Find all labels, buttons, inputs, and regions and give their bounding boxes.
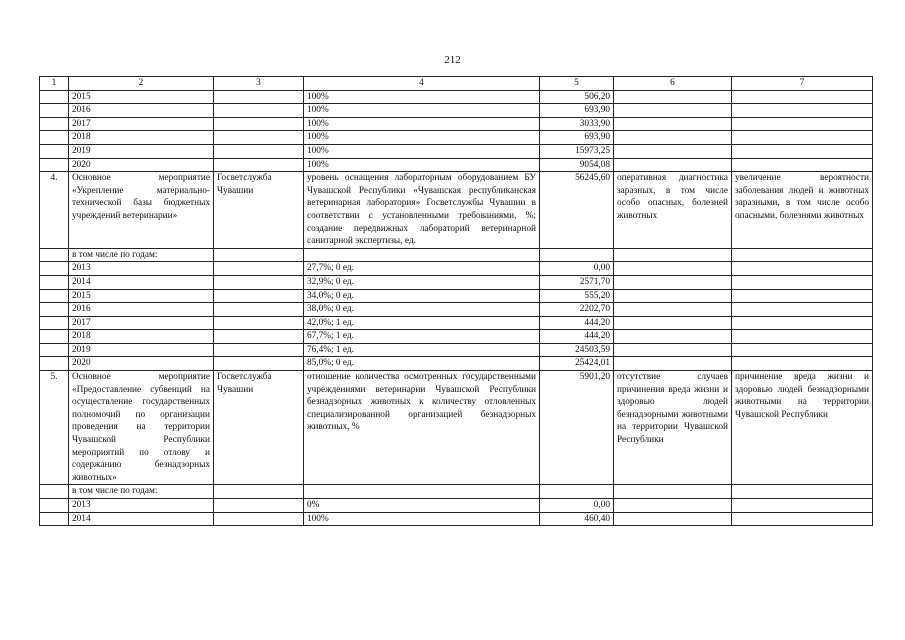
executor-cell <box>214 289 304 303</box>
indicator-cell: 100% <box>304 512 540 526</box>
expected-result-cell <box>614 131 732 145</box>
executor-cell <box>214 275 304 289</box>
indicator-cell: 100% <box>304 131 540 145</box>
page-number: 212 <box>444 54 461 66</box>
measure-cell: 2019 <box>69 343 214 357</box>
indicator-cell: 100% <box>304 104 540 118</box>
executor-cell <box>214 158 304 172</box>
consequence-cell <box>732 158 873 172</box>
table-row <box>40 144 873 158</box>
consequence-cell <box>732 117 873 131</box>
expected-result-cell <box>614 248 732 262</box>
table-row <box>40 512 873 526</box>
funding-cell: 506,20 <box>540 90 614 104</box>
consequence-cell <box>732 262 873 276</box>
measure-cell: 2018 <box>69 330 214 344</box>
table-row <box>40 158 873 172</box>
row-number-cell <box>40 289 69 303</box>
executor-cell <box>214 104 304 118</box>
column-number: 6 <box>614 77 732 91</box>
funding-cell: 0,00 <box>540 499 614 513</box>
expected-result-cell <box>614 104 732 118</box>
indicator-cell: 100% <box>304 144 540 158</box>
table-row <box>40 499 873 513</box>
consequence-cell <box>732 275 873 289</box>
consequence-cell <box>732 499 873 513</box>
funding-cell: 444,20 <box>540 316 614 330</box>
measure-cell: 2018 <box>69 131 214 145</box>
expected-result-cell: оперативная диагностика заразных, в том числе особо опасных, болезней животных <box>614 172 732 249</box>
indicator-cell: 100% <box>304 158 540 172</box>
program-table <box>39 76 873 526</box>
expected-result-cell <box>614 512 732 526</box>
expected-result-cell <box>614 275 732 289</box>
consequence-cell <box>732 90 873 104</box>
row-number-cell <box>40 248 69 262</box>
consequence-cell <box>732 144 873 158</box>
expected-result-cell <box>614 158 732 172</box>
executor-cell <box>214 117 304 131</box>
consequence-cell <box>732 316 873 330</box>
table-row <box>40 303 873 317</box>
measure-cell: 2016 <box>69 104 214 118</box>
executor-cell <box>214 330 304 344</box>
funding-cell: 444,20 <box>540 330 614 344</box>
indicator-cell: 34,0%; 0 ед. <box>304 289 540 303</box>
funding-cell: 555,20 <box>540 289 614 303</box>
expected-result-cell <box>614 357 732 371</box>
row-number-cell <box>40 357 69 371</box>
executor-cell <box>214 512 304 526</box>
consequence-cell <box>732 104 873 118</box>
column-number-row <box>40 77 873 91</box>
row-number-cell <box>40 144 69 158</box>
funding-cell: 0,00 <box>540 262 614 276</box>
indicator-cell: 100% <box>304 117 540 131</box>
funding-cell <box>540 485 614 499</box>
table-row <box>40 330 873 344</box>
measure-cell: в том числе по годам: <box>69 248 214 262</box>
table-row <box>40 275 873 289</box>
executor-cell <box>214 357 304 371</box>
expected-result-cell <box>614 485 732 499</box>
funding-cell: 25424,01 <box>540 357 614 371</box>
indicator-cell: 38,0%; 0 ед. <box>304 303 540 317</box>
column-number: 5 <box>540 77 614 91</box>
expected-result-cell <box>614 330 732 344</box>
consequence-cell <box>732 330 873 344</box>
table-row <box>40 485 873 499</box>
consequence-cell <box>732 485 873 499</box>
funding-cell: 56245,60 <box>540 172 614 249</box>
table-row <box>40 289 873 303</box>
row-number-cell <box>40 499 69 513</box>
consequence-cell: увеличение вероятности заболевания людей и животных заразными, в том числе особо опасными, болезнями животных <box>732 172 873 249</box>
row-number-cell <box>40 316 69 330</box>
executor-cell <box>214 248 304 262</box>
measure-cell: в том числе по годам: <box>69 485 214 499</box>
indicator-cell: уровень оснащения лабораторным оборудованием БУ Чувашской Республики «Чувашская республиканская ветеринарная лаборатория» Госветслужбы Чувашии в соответствии с установленными требованиями, %; создание передвижных лабораторий ветеринарной санитарной экспертизы, ед. <box>304 172 540 249</box>
executor-cell <box>214 90 304 104</box>
expected-result-cell <box>614 343 732 357</box>
measure-cell: 2013 <box>69 262 214 276</box>
measure-cell: 2016 <box>69 303 214 317</box>
row-number-cell <box>40 330 69 344</box>
consequence-cell <box>732 303 873 317</box>
row-number-cell: 5. <box>40 371 69 485</box>
executor-cell: Госветслужба Чувашии <box>214 371 304 485</box>
measure-cell: 2015 <box>69 90 214 104</box>
consequence-cell <box>732 131 873 145</box>
row-number-cell <box>40 275 69 289</box>
table-row <box>40 343 873 357</box>
row-number-cell <box>40 485 69 499</box>
table-row <box>40 172 873 249</box>
consequence-cell <box>732 512 873 526</box>
column-number: 3 <box>214 77 304 91</box>
funding-cell: 2571,70 <box>540 275 614 289</box>
measure-cell: 2014 <box>69 512 214 526</box>
expected-result-cell <box>614 499 732 513</box>
expected-result-cell <box>614 316 732 330</box>
measure-cell: 2017 <box>69 117 214 131</box>
column-number: 4 <box>304 77 540 91</box>
expected-result-cell <box>614 303 732 317</box>
consequence-cell <box>732 248 873 262</box>
funding-cell: 460,40 <box>540 512 614 526</box>
executor-cell <box>214 303 304 317</box>
funding-cell: 693,90 <box>540 131 614 145</box>
row-number-cell <box>40 158 69 172</box>
indicator-cell: 42,0%; 1 ед. <box>304 316 540 330</box>
funding-cell: 24503,59 <box>540 343 614 357</box>
funding-cell: 9054,08 <box>540 158 614 172</box>
executor-cell <box>214 262 304 276</box>
row-number-cell <box>40 90 69 104</box>
funding-cell: 2202,70 <box>540 303 614 317</box>
consequence-cell <box>732 357 873 371</box>
measure-cell: 2013 <box>69 499 214 513</box>
indicator-cell: 85,0%; 0 ед. <box>304 357 540 371</box>
row-number-cell <box>40 262 69 276</box>
indicator-cell <box>304 485 540 499</box>
executor-cell <box>214 144 304 158</box>
funding-cell: 693,90 <box>540 104 614 118</box>
funding-cell: 5901,20 <box>540 371 614 485</box>
measure-cell: 2020 <box>69 357 214 371</box>
row-number-cell: 4. <box>40 172 69 249</box>
measure-cell: Основное мероприятие «Укрепление материально-технической базы бюджетных учреждений ветеринарии» <box>69 172 214 249</box>
table-row <box>40 248 873 262</box>
executor-cell <box>214 316 304 330</box>
table-row <box>40 104 873 118</box>
consequence-cell <box>732 343 873 357</box>
funding-cell <box>540 248 614 262</box>
expected-result-cell: отсутствие случаев причинения вреда жизни и здоровью людей безнадзорными животными на территории Чувашской Республики <box>614 371 732 485</box>
measure-cell: 2017 <box>69 316 214 330</box>
expected-result-cell <box>614 117 732 131</box>
table-row <box>40 371 873 485</box>
measure-cell: 2015 <box>69 289 214 303</box>
executor-cell <box>214 131 304 145</box>
executor-cell <box>214 343 304 357</box>
indicator-cell: 76,4%; 1 ед. <box>304 343 540 357</box>
row-number-cell <box>40 343 69 357</box>
indicator-cell: отношение количества осмотренных государственными учреждениями ветеринарии Чувашской Республики безнадзорных животных к количеству отловленных специализированной организацией безнадзорных животных, % <box>304 371 540 485</box>
column-number: 7 <box>732 77 873 91</box>
table-row <box>40 131 873 145</box>
indicator-cell: 67,7%; 1 ед. <box>304 330 540 344</box>
table-row <box>40 316 873 330</box>
measure-cell: Основное мероприятие «Предоставление субвенций на осуществление государственных полномочий по организации проведения на территории Чувашской Республики мероприятий по отлову и содержанию безнадзорных животных» <box>69 371 214 485</box>
indicator-cell <box>304 248 540 262</box>
row-number-cell <box>40 512 69 526</box>
executor-cell <box>214 499 304 513</box>
consequence-cell <box>732 289 873 303</box>
column-number: 2 <box>69 77 214 91</box>
column-number: 1 <box>40 77 69 91</box>
measure-cell: 2014 <box>69 275 214 289</box>
expected-result-cell <box>614 144 732 158</box>
executor-cell <box>214 485 304 499</box>
table-row <box>40 117 873 131</box>
measure-cell: 2020 <box>69 158 214 172</box>
row-number-cell <box>40 131 69 145</box>
expected-result-cell <box>614 90 732 104</box>
consequence-cell: причинение вреда жизни и здоровью людей безнадзорными животными на территории Чувашской Республики <box>732 371 873 485</box>
table-row <box>40 357 873 371</box>
indicator-cell: 27,7%; 0 ед. <box>304 262 540 276</box>
table-row <box>40 90 873 104</box>
executor-cell: Госветслужба Чувашии <box>214 172 304 249</box>
indicator-cell: 0% <box>304 499 540 513</box>
row-number-cell <box>40 117 69 131</box>
measure-cell: 2019 <box>69 144 214 158</box>
expected-result-cell <box>614 289 732 303</box>
indicator-cell: 32,9%; 0 ед. <box>304 275 540 289</box>
table-row <box>40 262 873 276</box>
indicator-cell: 100% <box>304 90 540 104</box>
row-number-cell <box>40 104 69 118</box>
funding-cell: 15973,25 <box>540 144 614 158</box>
funding-cell: 3033,90 <box>540 117 614 131</box>
row-number-cell <box>40 303 69 317</box>
expected-result-cell <box>614 262 732 276</box>
